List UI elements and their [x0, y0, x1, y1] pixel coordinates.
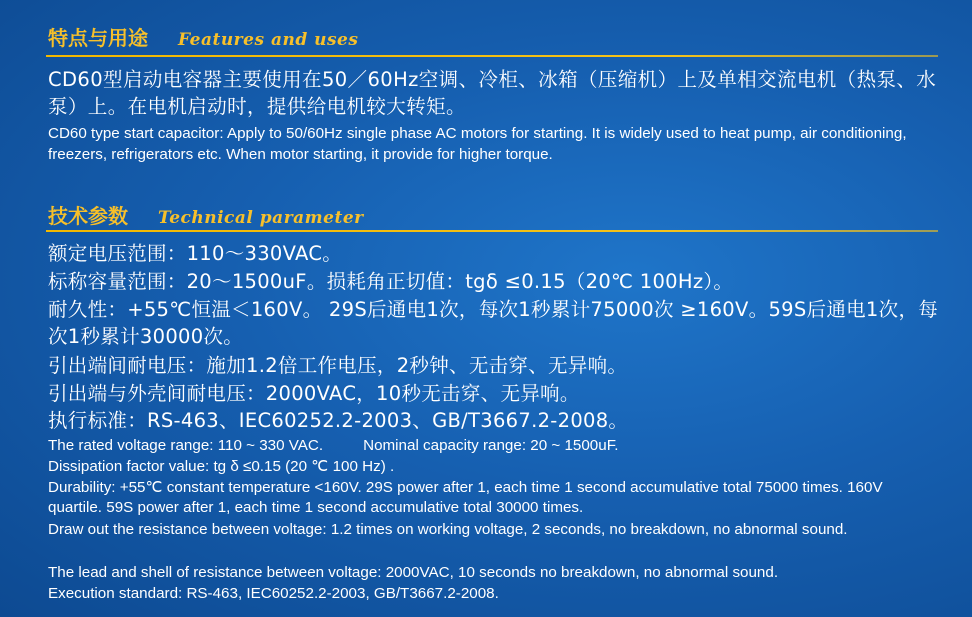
spec-cn-durability: 耐久性：+55℃恒温＜160V。 29S后通电1次，每次1秒累计75000次 ≥160V。59S后通电1次，每次1秒累计30000次。: [48, 298, 939, 348]
spec-cn-standard: 执行标准：RS-463、IEC60252.2-2003、GB/T3667.2-2008。: [48, 409, 629, 432]
spec-en-voltage-capacity: [48, 436, 940, 456]
spec-en-shell-voltage: The lead and shell of resistance between voltage: 2000VAC, 10 seconds no breakdown, no abnormal sound.: [48, 564, 779, 581]
technical-heading-en: Technical parameter: [158, 208, 364, 228]
technical-heading-cn: 技术参数: [48, 204, 128, 228]
spec-en-nominal-capacity: Nominal capacity range: 20 ~ 1500uF.: [363, 437, 619, 454]
spec-cn-terminal-voltage: 引出端间耐电压：施加1.2倍工作电压，2秒钟、无击穿、无异响。: [48, 354, 628, 377]
spec-en-terminal-voltage: Draw out the resistance between voltage: 1.2 times on working voltage, 2 seconds, no breakdown, no abnormal sound.: [48, 521, 848, 538]
technical-divider: [46, 230, 938, 232]
features-en-text: CD60 type start capacitor: Apply to 50/60Hz single phase AC motors for starting. It is widely used to heat pump, air conditioning, freezers, refrigerators etc. When motor starting, it provide for higher torque.: [48, 125, 907, 163]
features-cn-text: CD60型启动电容器主要使用在50／60Hz空调、冷柜、冰箱（压缩机）上及单相交流电机（热泵、水泵）上。在电机启动时，提供给电机较大转矩。: [48, 68, 937, 118]
features-heading: [48, 22, 358, 52]
features-divider: [46, 55, 938, 57]
spec-cn-shell-voltage: 引出端与外壳间耐电压：2000VAC，10秒无击穿、无异响。: [48, 382, 580, 405]
spec-en-rated-voltage: The rated voltage range: 110 ~ 330 VAC.: [48, 437, 324, 454]
features-heading-cn: 特点与用途: [48, 26, 148, 50]
spec-en-standard: Execution standard: RS-463, IEC60252.2-2003, GB/T3667.2-2008.: [48, 585, 499, 602]
spec-cn-capacity: 标称容量范围：20～1500uF。损耗角正切值：tgδ ≤0.15（20℃ 100Hz）。: [48, 270, 734, 293]
technical-heading: [48, 200, 364, 230]
spec-en-durability: Durability: +55℃ constant temperature <160V. 29S power after 1, each time 1 second accumulative total 75000 times. 160V quartile. 59S power after 1, each time 1 second accumulative total 30000 times.: [48, 479, 883, 516]
spec-en-dissipation: Dissipation factor value: tg δ ≤0.15 (20 ℃ 100 Hz) .: [48, 458, 395, 475]
features-heading-en: Features and uses: [178, 30, 359, 50]
spec-cn-rated-voltage: 额定电压范围：110～330VAC。: [48, 242, 343, 265]
